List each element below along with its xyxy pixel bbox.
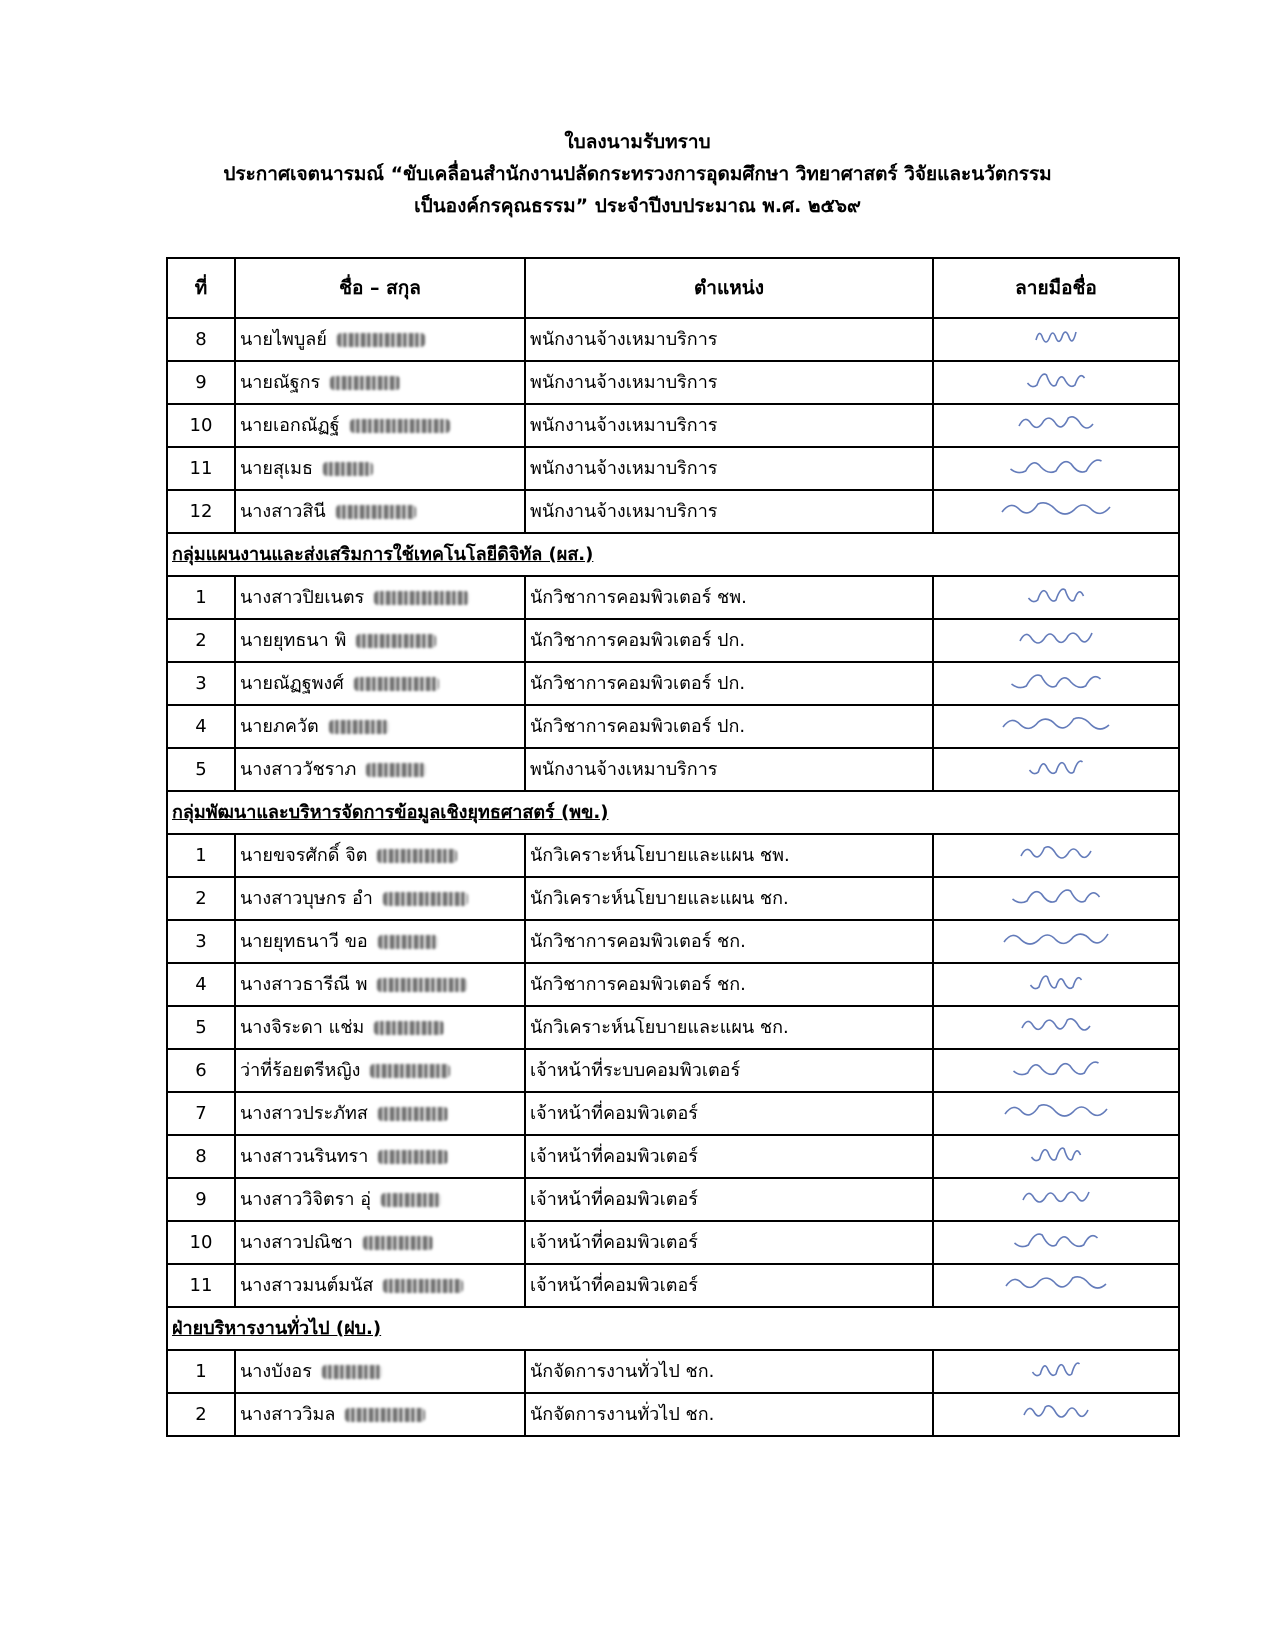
person-name: นายไพบูลย์ xyxy=(240,328,327,350)
table-body xyxy=(167,318,1179,1436)
group-row xyxy=(167,791,1179,834)
row-number: 5 xyxy=(167,748,235,791)
group-heading: กลุ่มแผนงานและส่งเสริมการใช้เทคโนโลยีดิจิทัล (ผส.) xyxy=(167,533,1179,576)
row-number: 11 xyxy=(167,1264,235,1307)
position-cell: นักวิเคราะห์นโยบายและแผน ชพ. xyxy=(525,834,933,877)
name-cell xyxy=(235,920,525,963)
name-cell xyxy=(235,1350,525,1393)
row-number: 1 xyxy=(167,576,235,619)
handwritten-signature xyxy=(991,623,1121,653)
row-number: 10 xyxy=(167,1221,235,1264)
person-name: นางสาววิมล xyxy=(240,1403,336,1425)
handwritten-signature xyxy=(991,1397,1121,1427)
person-name: นายณัฏฐพงศ์ xyxy=(240,672,344,694)
name-cell xyxy=(235,1393,525,1436)
signature-cell xyxy=(933,1264,1179,1307)
person-name: นายณัฐกร xyxy=(240,371,321,393)
handwritten-signature xyxy=(991,494,1121,524)
header-signature: ลายมือชื่อ xyxy=(933,258,1179,318)
handwritten-signature xyxy=(991,1268,1121,1298)
table-row xyxy=(167,662,1179,705)
row-number: 11 xyxy=(167,447,235,490)
handwritten-signature xyxy=(991,924,1121,954)
redacted-surname xyxy=(356,634,436,648)
name-cell xyxy=(235,963,525,1006)
signature-cell xyxy=(933,963,1179,1006)
document-title: ใบลงนามรับทราบ xyxy=(564,131,711,153)
position-cell: เจ้าหน้าที่คอมพิวเตอร์ xyxy=(525,1264,933,1307)
signature-cell xyxy=(933,619,1179,662)
name-cell xyxy=(235,576,525,619)
row-number: 5 xyxy=(167,1006,235,1049)
name-cell xyxy=(235,619,525,662)
redacted-surname xyxy=(377,849,457,863)
table-row xyxy=(167,1049,1179,1092)
table-row xyxy=(167,576,1179,619)
position-cell: พนักงานจ้างเหมาบริการ xyxy=(525,748,933,791)
handwritten-signature xyxy=(991,1182,1121,1212)
handwritten-signature xyxy=(991,365,1121,395)
name-cell xyxy=(235,1264,525,1307)
person-name: นายภควัต xyxy=(240,715,319,737)
position-cell: นักจัดการงานทั่วไป ชก. xyxy=(525,1350,933,1393)
redacted-surname xyxy=(330,376,400,390)
table-row xyxy=(167,1178,1179,1221)
handwritten-signature xyxy=(991,408,1121,438)
handwritten-signature xyxy=(991,322,1121,352)
name-cell xyxy=(235,318,525,361)
row-number: 4 xyxy=(167,705,235,748)
name-cell xyxy=(235,361,525,404)
redacted-surname xyxy=(370,1064,450,1078)
row-number: 6 xyxy=(167,1049,235,1092)
position-cell: นักจัดการงานทั่วไป ชก. xyxy=(525,1393,933,1436)
row-number: 9 xyxy=(167,1178,235,1221)
redacted-surname xyxy=(329,720,389,734)
position-cell: พนักงานจ้างเหมาบริการ xyxy=(525,404,933,447)
redacted-surname xyxy=(363,1236,433,1250)
position-cell: เจ้าหน้าที่คอมพิวเตอร์ xyxy=(525,1135,933,1178)
table-row xyxy=(167,1350,1179,1393)
row-number: 3 xyxy=(167,662,235,705)
table-row xyxy=(167,1264,1179,1307)
document-subtitle-line-2: เป็นองค์กรคุณธรรม” ประจำปีงบประมาณ พ.ศ. ๒๕๖๙ xyxy=(414,195,861,217)
table-row xyxy=(167,963,1179,1006)
row-number: 2 xyxy=(167,619,235,662)
table-row xyxy=(167,619,1179,662)
name-cell xyxy=(235,1049,525,1092)
redacted-surname xyxy=(378,1107,448,1121)
redacted-surname xyxy=(366,763,426,777)
handwritten-signature xyxy=(991,580,1121,610)
handwritten-signature xyxy=(991,881,1121,911)
row-number: 3 xyxy=(167,920,235,963)
group-row xyxy=(167,1307,1179,1350)
person-name: นายเอกณัฏฐ์ xyxy=(240,414,340,436)
signature-cell xyxy=(933,404,1179,447)
position-cell: พนักงานจ้างเหมาบริการ xyxy=(525,490,933,533)
redacted-surname xyxy=(374,1021,444,1035)
handwritten-signature xyxy=(991,666,1121,696)
name-cell xyxy=(235,490,525,533)
name-cell xyxy=(235,1178,525,1221)
redacted-surname xyxy=(383,1279,463,1293)
person-name: ว่าที่ร้อยตรีหญิง xyxy=(240,1059,361,1081)
handwritten-signature xyxy=(991,1096,1121,1126)
table-row xyxy=(167,1221,1179,1264)
table-row xyxy=(167,361,1179,404)
document-subtitle-line-1: ประกาศเจตนารมณ์ “ขับเคลื่อนสำนักงานปลัดกระทรวงการอุดมศึกษา วิทยาศาสตร์ วิจัยและนวัตกรรม xyxy=(223,163,1052,185)
person-name: นางสาวสินี xyxy=(240,500,326,522)
person-name: นางสาวปิยเนตร xyxy=(240,586,365,608)
name-cell xyxy=(235,1221,525,1264)
document-title-block xyxy=(0,126,1275,222)
handwritten-signature xyxy=(991,1139,1121,1169)
redacted-surname xyxy=(381,1193,441,1207)
row-number: 1 xyxy=(167,1350,235,1393)
name-cell xyxy=(235,705,525,748)
position-cell: นักวิชาการคอมพิวเตอร์ ปก. xyxy=(525,619,933,662)
row-number: 9 xyxy=(167,361,235,404)
position-cell: นักวิเคราะห์นโยบายและแผน ชก. xyxy=(525,877,933,920)
signature-cell xyxy=(933,1393,1179,1436)
handwritten-signature xyxy=(991,752,1121,782)
position-cell: พนักงานจ้างเหมาบริการ xyxy=(525,447,933,490)
name-cell xyxy=(235,662,525,705)
signature-table xyxy=(166,257,1180,1437)
redacted-surname xyxy=(378,1150,448,1164)
header-no: ที่ xyxy=(167,258,235,318)
signature-cell xyxy=(933,490,1179,533)
redacted-surname xyxy=(323,462,373,476)
redacted-surname xyxy=(354,677,439,691)
redacted-surname xyxy=(378,935,438,949)
person-name: นางสาวประภัทส xyxy=(240,1102,368,1124)
table-row xyxy=(167,1006,1179,1049)
signature-cell xyxy=(933,1350,1179,1393)
table-row xyxy=(167,834,1179,877)
table-row xyxy=(167,404,1179,447)
signature-cell xyxy=(933,361,1179,404)
row-number: 8 xyxy=(167,1135,235,1178)
position-cell: เจ้าหน้าที่คอมพิวเตอร์ xyxy=(525,1178,933,1221)
handwritten-signature xyxy=(991,1354,1121,1384)
signature-cell xyxy=(933,1049,1179,1092)
redacted-surname xyxy=(322,1365,382,1379)
position-cell: พนักงานจ้างเหมาบริการ xyxy=(525,318,933,361)
position-cell: เจ้าหน้าที่คอมพิวเตอร์ xyxy=(525,1221,933,1264)
row-number: 1 xyxy=(167,834,235,877)
group-heading: กลุ่มพัฒนาและบริหารจัดการข้อมูลเชิงยุทธศาสตร์ (พข.) xyxy=(167,791,1179,834)
name-cell xyxy=(235,447,525,490)
group-row xyxy=(167,533,1179,576)
person-name: นายยุทธนา พิ xyxy=(240,629,347,651)
signature-cell xyxy=(933,920,1179,963)
table-row xyxy=(167,490,1179,533)
signature-cell xyxy=(933,834,1179,877)
person-name: นางบังอร xyxy=(240,1360,312,1382)
name-cell xyxy=(235,1006,525,1049)
handwritten-signature xyxy=(991,1010,1121,1040)
position-cell: นักวิชาการคอมพิวเตอร์ ชก. xyxy=(525,920,933,963)
table-row xyxy=(167,877,1179,920)
redacted-surname xyxy=(337,333,425,347)
handwritten-signature xyxy=(991,967,1121,997)
handwritten-signature xyxy=(991,709,1121,739)
row-number: 4 xyxy=(167,963,235,1006)
handwritten-signature xyxy=(991,838,1121,868)
table-row xyxy=(167,1092,1179,1135)
person-name: นางสาวบุษกร อำ xyxy=(240,887,373,909)
table-row xyxy=(167,447,1179,490)
name-cell xyxy=(235,404,525,447)
redacted-surname xyxy=(345,1408,425,1422)
header-name: ชื่อ – สกุล xyxy=(235,258,525,318)
person-name: นางสาวมนต์มนัส xyxy=(240,1274,374,1296)
redacted-surname xyxy=(374,591,469,605)
person-name: นายสุเมธ xyxy=(240,457,313,479)
row-number: 12 xyxy=(167,490,235,533)
signature-cell xyxy=(933,318,1179,361)
signature-cell xyxy=(933,1006,1179,1049)
signature-cell xyxy=(933,576,1179,619)
row-number: 7 xyxy=(167,1092,235,1135)
redacted-surname xyxy=(383,892,468,906)
signature-cell xyxy=(933,1178,1179,1221)
signature-cell xyxy=(933,877,1179,920)
table-row xyxy=(167,1393,1179,1436)
row-number: 2 xyxy=(167,1393,235,1436)
signature-cell xyxy=(933,447,1179,490)
redacted-surname xyxy=(336,505,416,519)
header-position: ตำแหน่ง xyxy=(525,258,933,318)
signature-cell xyxy=(933,748,1179,791)
position-cell: นักวิชาการคอมพิวเตอร์ ปก. xyxy=(525,705,933,748)
group-heading: ฝ่ายบริหารงานทั่วไป (ฝบ.) xyxy=(167,1307,1179,1350)
person-name: นางสาววัชราภ xyxy=(240,758,357,780)
table-row xyxy=(167,318,1179,361)
handwritten-signature xyxy=(991,1053,1121,1083)
redacted-surname xyxy=(377,978,467,992)
person-name: นางจิระดา แช่ม xyxy=(240,1016,365,1038)
position-cell: นักวิชาการคอมพิวเตอร์ ชพ. xyxy=(525,576,933,619)
table-row xyxy=(167,1135,1179,1178)
row-number: 2 xyxy=(167,877,235,920)
handwritten-signature xyxy=(991,1225,1121,1255)
person-name: นางสาวธารีณี พ xyxy=(240,973,368,995)
position-cell: นักวิเคราะห์นโยบายและแผน ชก. xyxy=(525,1006,933,1049)
signature-cell xyxy=(933,662,1179,705)
table-row xyxy=(167,920,1179,963)
signature-cell xyxy=(933,1092,1179,1135)
redacted-surname xyxy=(350,419,450,433)
position-cell: เจ้าหน้าที่ระบบคอมพิวเตอร์ xyxy=(525,1049,933,1092)
signature-cell xyxy=(933,1135,1179,1178)
table-row xyxy=(167,748,1179,791)
row-number: 8 xyxy=(167,318,235,361)
position-cell: นักวิชาการคอมพิวเตอร์ ชก. xyxy=(525,963,933,1006)
table-row xyxy=(167,705,1179,748)
position-cell: นักวิชาการคอมพิวเตอร์ ปก. xyxy=(525,662,933,705)
position-cell: พนักงานจ้างเหมาบริการ xyxy=(525,361,933,404)
name-cell xyxy=(235,834,525,877)
row-number: 10 xyxy=(167,404,235,447)
person-name: นายยุทธนาวี ขอ xyxy=(240,930,368,952)
signature-cell xyxy=(933,705,1179,748)
name-cell xyxy=(235,877,525,920)
name-cell xyxy=(235,748,525,791)
person-name: นางสาววิจิตรา อุ่ xyxy=(240,1188,372,1210)
position-cell: เจ้าหน้าที่คอมพิวเตอร์ xyxy=(525,1092,933,1135)
person-name: นายขจรศักดิ์ จิต xyxy=(240,844,368,866)
person-name: นางสาวปณิชา xyxy=(240,1231,353,1253)
person-name: นางสาวนรินทรา xyxy=(240,1145,369,1167)
name-cell xyxy=(235,1135,525,1178)
signature-cell xyxy=(933,1221,1179,1264)
table-header-row xyxy=(167,258,1179,318)
handwritten-signature xyxy=(991,451,1121,481)
name-cell xyxy=(235,1092,525,1135)
